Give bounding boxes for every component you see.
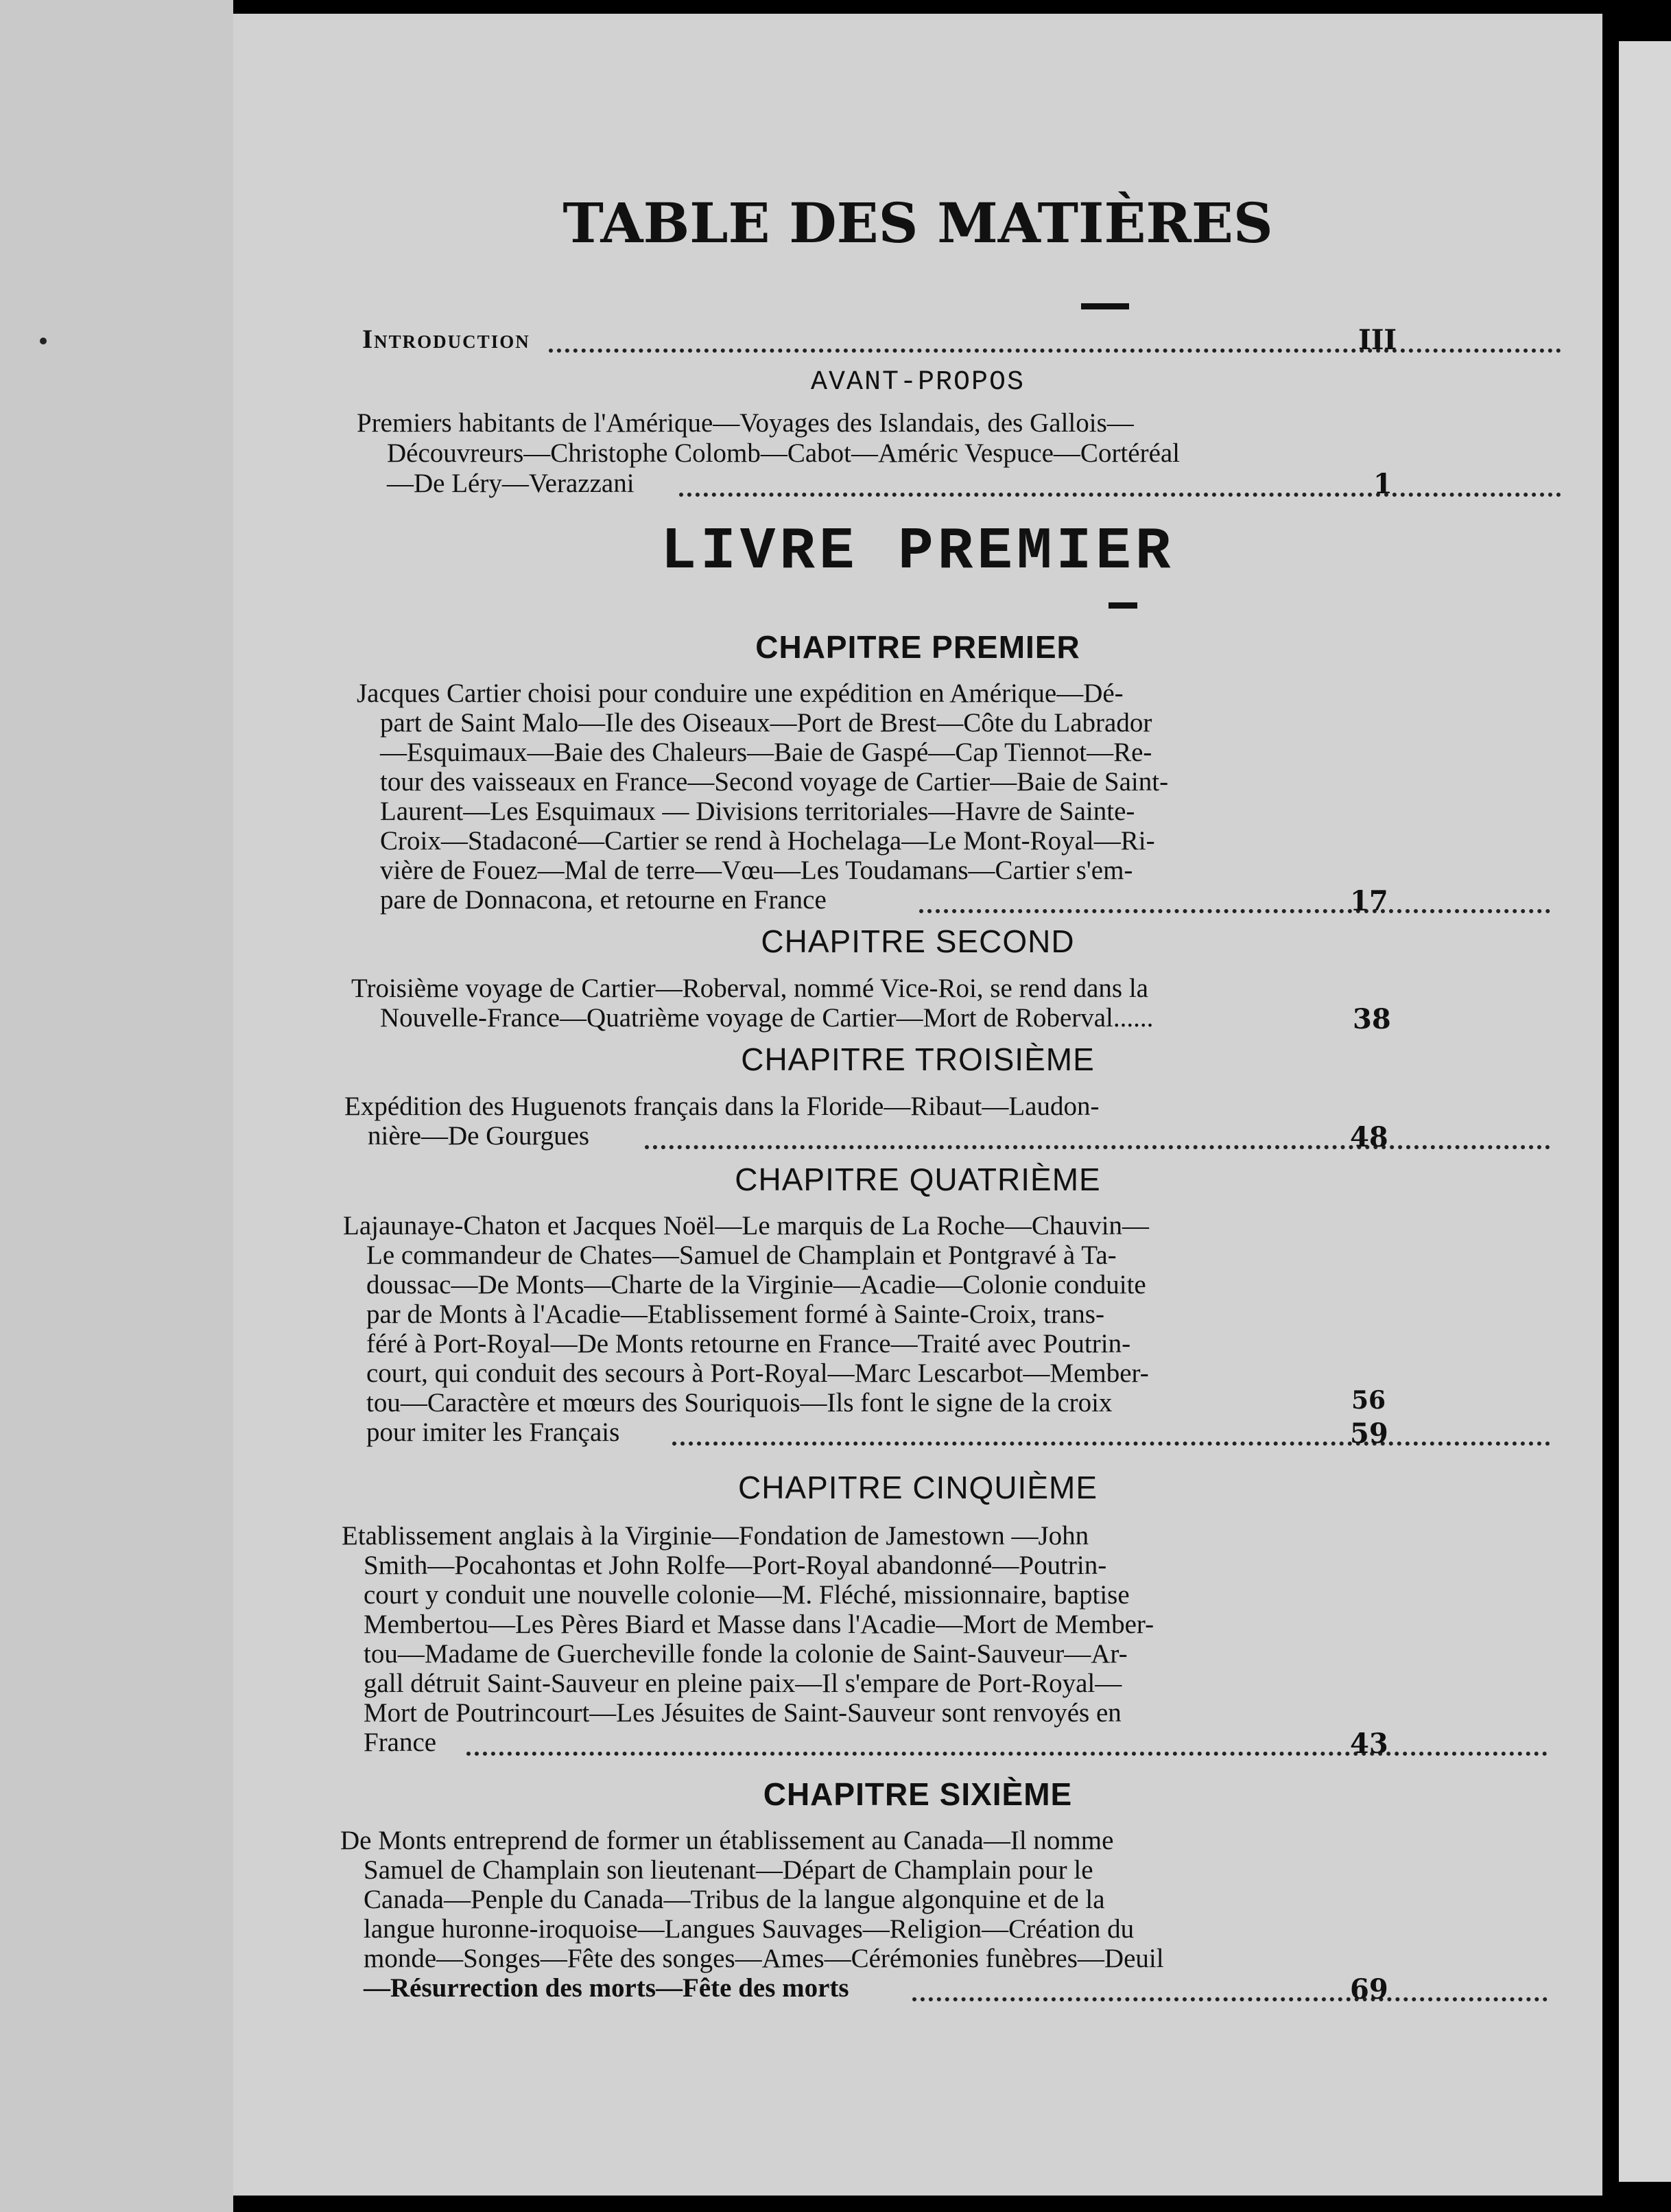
chapter-line: féré à Port-Royal—De Monts retourne en France—Traité avec Poutrin- xyxy=(366,1329,1131,1358)
chapter-line: tou—Madame de Guercheville fonde la colonie de Saint-Sauveur—Ar- xyxy=(364,1639,1128,1669)
chapter-line: De Monts entreprend de former un établissement au Canada—Il nomme xyxy=(340,1826,1114,1855)
avant-propos-heading: AVANT-PROPOS xyxy=(810,367,1026,398)
chapter-leader xyxy=(919,909,1550,913)
chapter-line: tou—Caractère et mœurs des Souriquois—Ils font le signe de la croix xyxy=(366,1388,1113,1417)
chapter-line: nière—De Gourgues xyxy=(368,1121,590,1151)
chapter-line: gall détruit Saint-Sauveur en pleine paix—Il s'empare de Port-Royal— xyxy=(364,1669,1122,1698)
chapter-heading: CHAPITRE CINQUIÈME xyxy=(737,1470,1098,1505)
next-page-strip xyxy=(1619,41,1671,2182)
chapter-line: Nouvelle-France—Quatrième voyage de Cartier—Mort de Roberval...... xyxy=(380,1003,1154,1033)
chapter-line: Etablissement anglais à la Virginie—Fondation de Jamestown —John xyxy=(342,1521,1089,1551)
chapter-line: Mort de Poutrincourt—Les Jésuites de Saint-Sauveur sont renvoyés en xyxy=(364,1698,1122,1728)
livre-heading: LIVRE PREMIER xyxy=(661,518,1175,585)
chapter-heading: CHAPITRE SECOND xyxy=(761,923,1075,959)
avant-propos-leader xyxy=(679,493,1561,497)
right-page-edge xyxy=(1609,0,1671,2212)
chapter-line: Lajaunaye-Chaton et Jacques Noël—Le marquis de La Roche—Chauvin— xyxy=(343,1211,1150,1240)
chapter-line: Smith—Pocahontas et John Rolfe—Port-Royal abandonné—Poutrin- xyxy=(364,1551,1107,1580)
chapter-heading: CHAPITRE QUATRIÈME xyxy=(735,1162,1101,1197)
introduction-leader xyxy=(549,349,1561,353)
chapter-line: par de Monts à l'Acadie—Etablissement formé à Sainte-Croix, trans- xyxy=(366,1299,1104,1329)
chapter-line: Laurent—Les Esquimaux — Divisions territoriales—Havre de Sainte- xyxy=(380,797,1135,826)
chapter-line: Croix—Stadaconé—Cartier se rend à Hochelaga—Le Mont-Royal—Ri- xyxy=(380,826,1155,856)
chapter-line: Samuel de Champlain son lieutenant—Départ de Champlain pour le xyxy=(364,1855,1093,1885)
chapter-page: 48 xyxy=(1350,1121,1388,1153)
chapter-page: 38 xyxy=(1353,1003,1391,1035)
chapter-leader xyxy=(672,1442,1550,1446)
margin-note: 56 xyxy=(1351,1386,1386,1415)
chapter-heading: CHAPITRE PREMIER xyxy=(755,629,1080,665)
livre-rule xyxy=(1109,602,1137,609)
chapter-page: 43 xyxy=(1350,1728,1388,1760)
avant-propos-line: Premiers habitants de l'Amérique—Voyages des Islandais, des Gallois— xyxy=(357,408,1134,438)
chapter-heading: CHAPITRE TROISIÈME xyxy=(741,1042,1095,1077)
chapter-line: vière de Fouez—Mal de terre—Vœu—Les Toudamans—Cartier s'em- xyxy=(380,856,1133,885)
title-rule xyxy=(1081,303,1129,309)
chapter-line: tour des vaisseaux en France—Second voyage de Cartier—Baie de Saint- xyxy=(380,767,1169,797)
chapter-line: pare de Donnacona, et retourne en France xyxy=(380,885,827,915)
chapter-line: Le commandeur de Chates—Samuel de Champlain et Pontgravé à Ta- xyxy=(366,1240,1117,1270)
left-page-edge xyxy=(0,0,233,2212)
chapter-heading: CHAPITRE SIXIÈME xyxy=(763,1776,1073,1812)
chapter-page: 69 xyxy=(1350,1973,1388,2005)
chapter-line: Troisième voyage de Cartier—Roberval, nommé Vice-Roi, se rend dans la xyxy=(351,974,1148,1003)
introduction-label: Introduction xyxy=(362,325,530,354)
avant-propos-line: —De Léry—Verazzani xyxy=(387,469,635,498)
chapter-line: court y conduit une nouvelle colonie—M. Fléché, missionnaire, baptise xyxy=(364,1580,1130,1610)
chapter-line: monde—Songes—Fête des songes—Ames—Cérémonies funèbres—Deuil xyxy=(364,1944,1164,1973)
chapter-line: France xyxy=(364,1728,437,1757)
ink-speck xyxy=(40,338,47,344)
chapter-page: 59 xyxy=(1350,1417,1388,1450)
chapter-line: Expédition des Huguenots français dans la Floride—Ribaut—Laudon- xyxy=(344,1092,1100,1121)
chapter-line: Canada—Penple du Canada—Tribus de la langue algonquine et de la xyxy=(364,1885,1105,1914)
chapter-line: part de Saint Malo—Ile des Oiseaux—Port de Brest—Côte du Labrador xyxy=(380,708,1152,738)
introduction-page: III xyxy=(1358,324,1397,356)
chapter-line: doussac—De Monts—Charte de la Virginie—Acadie—Colonie conduite xyxy=(366,1270,1146,1299)
page-title: TABLE DES MATIÈRES xyxy=(562,191,1273,255)
avant-propos-page: 1 xyxy=(1373,468,1392,500)
chapter-line: langue huronne-iroquoise—Langues Sauvages—Religion—Création du xyxy=(364,1914,1135,1944)
chapter-line: —Esquimaux—Baie des Chaleurs—Baie de Gaspé—Cap Tiennot—Re- xyxy=(380,738,1152,767)
toc-page xyxy=(233,14,1602,2196)
avant-propos-line: Découvreurs—Christophe Colomb—Cabot—Améric Vespuce—Cortéréal xyxy=(387,438,1181,468)
chapter-line: —Résurrection des morts—Fête des morts xyxy=(364,1973,849,2003)
chapter-leader xyxy=(912,1997,1548,2001)
chapter-line: Jacques Cartier choisi pour conduire une expédition en Amérique—Dé- xyxy=(357,679,1124,708)
chapter-leader xyxy=(645,1145,1550,1149)
chapter-line: court, qui conduit des secours à Port-Royal—Marc Lescarbot—Member- xyxy=(366,1358,1149,1388)
chapter-line: pour imiter les Français xyxy=(366,1417,620,1447)
chapter-page: 17 xyxy=(1350,885,1388,917)
chapter-line: Membertou—Les Pères Biard et Masse dans l'Acadie—Mort de Member- xyxy=(364,1610,1154,1639)
